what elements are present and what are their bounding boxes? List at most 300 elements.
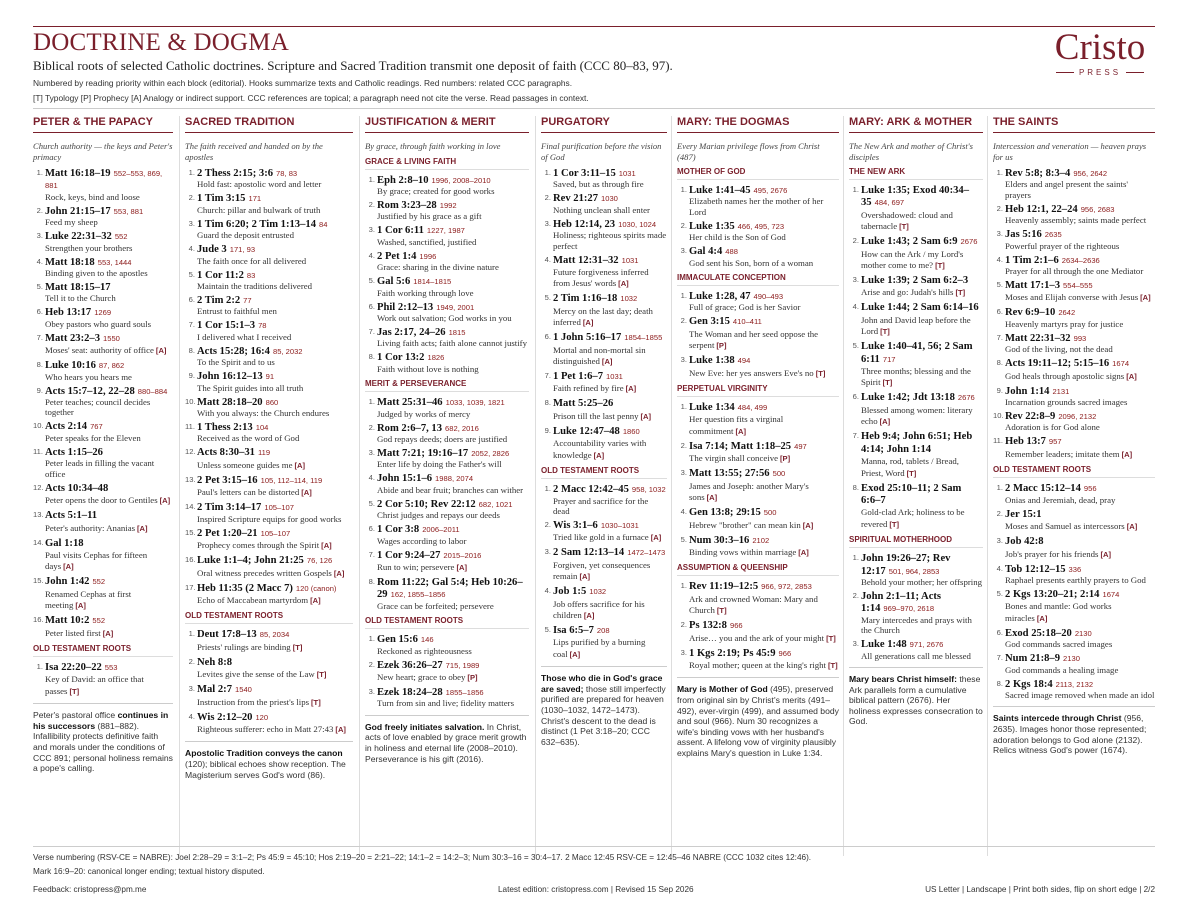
- legend-note: [T] Typology [P] Prophecy [A] Analogy or indirect support. CCC references are topical; a paragraph need not cite the verse. Read passages in context.: [33, 93, 589, 103]
- scripture-reference: 1 Cor 3:11–15: [553, 168, 616, 179]
- item-number: 1.: [680, 291, 687, 301]
- item-hook: Faith refined by fire: [553, 383, 624, 394]
- list-item: [33, 205, 173, 228]
- scripture-reference: Jer 15:1: [1005, 508, 1042, 520]
- item-number: 13.: [33, 510, 44, 520]
- reference-list: [541, 167, 667, 461]
- item-hook: Faith without love is nothing: [377, 363, 479, 374]
- column-1: [185, 116, 353, 856]
- item-number: 1.: [368, 634, 375, 644]
- scripture-reference: Ezek 36:26–27: [377, 659, 443, 671]
- item-hook: Arise and go: Judah's hills: [861, 287, 954, 298]
- item-number: 1.: [544, 168, 551, 177]
- column-heading: PETER & THE PAPACY: [33, 116, 173, 133]
- ccc-reference: 956, 2683: [1080, 204, 1115, 214]
- scripture-reference: Acts 8:30–31: [197, 447, 255, 459]
- reference-list: [677, 184, 839, 268]
- type-tag: [A]: [137, 523, 148, 533]
- ccc-reference: 2635: [1044, 230, 1062, 240]
- scripture-reference: Acts 19:11–12; 5:15–16: [1005, 358, 1110, 370]
- scripture-reference: Num 30:3–16: [689, 534, 750, 546]
- item-hook: Faith working through love: [377, 287, 474, 298]
- item-hook: Her question fits a virginal commitment: [689, 414, 784, 436]
- summary-text: those still imperfectly purified are prepared for heaven (1030–1032, 1472–1473). Christ's descent to the dead is distinct (1 Pet 3:18–20; CCC 632–635).: [541, 683, 666, 747]
- item-number: 12.: [185, 447, 196, 457]
- ccc-reference: 682, 1021: [478, 499, 513, 509]
- type-tag: [A]: [1126, 371, 1137, 381]
- reference-list: [365, 396, 529, 611]
- logo-word: Cristo: [1054, 27, 1146, 68]
- item-number: 3.: [680, 647, 687, 657]
- ccc-reference: 497: [794, 441, 807, 451]
- item-hook: Instruction from the priest's lips: [197, 696, 310, 707]
- item-hook: Full of grace; God is her Savior: [689, 302, 801, 313]
- ccc-reference: 1949, 2001: [436, 302, 475, 312]
- scripture-reference: Phil 2:12–13: [377, 301, 434, 313]
- item-number: 3.: [544, 218, 551, 228]
- scripture-reference: Luke 1:35: [689, 220, 735, 232]
- item-hook: Unless someone guides me: [197, 459, 293, 470]
- type-tag: [T]: [815, 368, 826, 378]
- ccc-reference: 490–493: [753, 292, 784, 302]
- item-hook: Grace can be forfeited; persevere: [377, 600, 494, 611]
- scripture-reference: Rev 22:8–9: [1005, 411, 1056, 423]
- item-hook: James and Joseph: another Mary's sons: [689, 480, 809, 503]
- item-number: 3.: [188, 684, 195, 694]
- section-heading: OLD TESTAMENT ROOTS: [185, 611, 353, 624]
- item-number: 7.: [996, 332, 1003, 342]
- item-hook: Enter life by doing the Father's will: [377, 459, 502, 470]
- scripture-reference: Rev 6:9–10: [1005, 307, 1056, 319]
- item-hook: Oral witness precedes written Gospels: [197, 567, 332, 578]
- ccc-reference: 957: [1048, 437, 1062, 447]
- item-number: 1.: [544, 484, 551, 494]
- item-number: 8.: [368, 577, 375, 586]
- item-number: 3.: [368, 447, 375, 457]
- list-item: [993, 167, 1155, 200]
- item-hook: Feed my sheep: [45, 217, 98, 228]
- item-number: 7.: [996, 653, 1003, 663]
- column-intro: Every Marian privilege flows from Christ (487): [677, 141, 820, 162]
- column-divider: [179, 116, 180, 856]
- type-tag: [A]: [1126, 522, 1138, 532]
- item-number: 8.: [544, 398, 551, 408]
- item-number: 1.: [36, 661, 43, 671]
- item-number: 2.: [368, 422, 375, 432]
- list-item: [541, 425, 667, 461]
- ccc-reference: 2096, 2132: [1058, 412, 1097, 422]
- item-number: 1.: [680, 581, 687, 591]
- type-tag: [A]: [601, 357, 613, 367]
- item-hook: Elizabeth names her the mother of her Lord: [689, 196, 824, 217]
- section-heading: MERIT & PERSEVERANCE: [365, 379, 529, 392]
- scripture-reference: Luke 1:38: [689, 355, 735, 367]
- item-number: 9.: [36, 385, 43, 395]
- list-item: [365, 351, 529, 374]
- item-hook: Tell it to the Church: [45, 293, 116, 304]
- scripture-reference: John 21:15–17: [45, 205, 111, 217]
- item-hook: Turn from sin and live; fidelity matters: [377, 698, 514, 709]
- scripture-reference: 1 Tim 2:1–6: [1005, 254, 1059, 266]
- list-item: [185, 683, 353, 708]
- scripture-reference: 2 Tim 1:16–18: [553, 293, 618, 305]
- ccc-reference: 78: [258, 321, 267, 331]
- ccc-reference: 495, 2676: [753, 186, 788, 195]
- scripture-reference: Acts 15:28; 16:4: [197, 345, 270, 357]
- item-hook: Raphael presents earthly prayers to God: [1005, 574, 1146, 585]
- item-number: 1.: [852, 185, 859, 194]
- scripture-reference: Matt 10:2: [45, 615, 90, 627]
- reference-list: [33, 167, 173, 639]
- ccc-reference: 956, 2642: [1073, 169, 1108, 178]
- item-hook: Sacred image removed when made an idol: [1005, 689, 1155, 700]
- list-item: [185, 294, 353, 317]
- scripture-reference: Gen 13:8; 29:15: [689, 507, 761, 519]
- type-tag: [A]: [1121, 449, 1133, 459]
- ccc-reference: 1030: [601, 194, 618, 204]
- ccc-reference: 1032: [589, 587, 607, 597]
- item-hook: Binding vows within marriage: [689, 546, 797, 557]
- item-hook: New Eve: her yes answers Eve's no: [689, 367, 814, 378]
- item-hook: Gold-clad Ark; holiness to be revered: [861, 507, 965, 529]
- ccc-reference: 969–970, 2618: [883, 604, 935, 614]
- scripture-reference: 1 Kgs 2:19; Ps 45:9: [689, 647, 776, 659]
- item-number: 3.: [996, 536, 1003, 546]
- type-tag: [A]: [102, 628, 114, 638]
- ccc-reference: 860: [265, 397, 279, 407]
- item-hook: Binding given to the apostles: [45, 268, 148, 279]
- ccc-reference: 84: [319, 219, 328, 229]
- scripture-reference: Neh 8:8: [197, 656, 233, 668]
- item-hook: Saved, but as through fire: [553, 179, 644, 190]
- scripture-reference: Tob 12:12–15: [1005, 563, 1066, 575]
- type-tag: [T]: [826, 633, 836, 643]
- reference-list: [33, 661, 173, 697]
- ccc-reference: 966: [778, 648, 792, 658]
- ccc-reference: 1031: [621, 255, 639, 265]
- scripture-reference: Matt 12:31–32: [553, 254, 619, 266]
- list-item: [677, 580, 839, 616]
- item-hook: Hebrew "brother" can mean kin: [689, 519, 801, 530]
- item-hook: Who hears you hears me: [45, 371, 132, 382]
- scripture-reference: 1 Thess 2:13: [197, 422, 253, 434]
- item-hook: Heavenly martyrs pray for justice: [1005, 318, 1124, 329]
- item-number: 2.: [368, 659, 375, 669]
- ccc-reference: 2634–2636: [1061, 255, 1100, 265]
- list-item: [33, 230, 173, 253]
- scripture-reference: 1 Tim 3:15: [197, 193, 246, 205]
- scripture-reference: Acts 1:15–26: [45, 446, 103, 458]
- list-item: [365, 659, 529, 684]
- ccc-reference: 2015–2016: [443, 550, 482, 560]
- scripture-reference: Luke 1:1–4; John 21:25: [197, 555, 304, 567]
- type-tag: [T]: [899, 222, 909, 232]
- column-heading: JUSTIFICATION & MERIT: [365, 116, 529, 133]
- item-number: 1.: [996, 483, 1003, 493]
- item-hook: Ark and crowned Woman: Mary and Church: [689, 593, 818, 616]
- item-hook: Accountability varies with knowledge: [553, 438, 647, 460]
- list-item: [541, 167, 667, 190]
- item-hook: Levites give the sense of the Law: [197, 669, 315, 680]
- scripture-reference: 2 Pet 1:20–21: [197, 527, 258, 539]
- column-summary: [849, 667, 983, 727]
- section-heading: THE NEW ARK: [849, 167, 983, 180]
- list-item: [185, 474, 353, 499]
- item-number: 2.: [852, 590, 859, 600]
- ccc-reference: 1854–1855: [624, 333, 663, 343]
- ccc-reference: 552: [92, 616, 106, 626]
- list-item: [365, 275, 529, 298]
- item-number: 2.: [368, 199, 375, 209]
- ccc-reference: 956: [1083, 484, 1097, 494]
- ccc-reference: 2130: [1074, 628, 1092, 638]
- item-number: 7.: [852, 431, 859, 441]
- scripture-reference: Matt 23:2–3: [45, 332, 101, 344]
- type-tag: [A]: [879, 417, 891, 427]
- column-3: [541, 116, 667, 856]
- list-item: [185, 501, 353, 524]
- list-item: [185, 218, 353, 241]
- list-item: [849, 590, 983, 636]
- item-number: 5.: [996, 588, 1003, 598]
- item-number: 11.: [33, 446, 43, 456]
- scripture-reference: Isa 22:20–22: [45, 661, 102, 673]
- section-heading: OLD TESTAMENT ROOTS: [541, 466, 667, 479]
- column-4: [677, 116, 839, 856]
- item-hook: Bones and mantle: God works miracles: [1005, 601, 1112, 623]
- scripture-reference: Acts 15:7–12, 22–28: [45, 385, 135, 397]
- scripture-reference: John 1:42: [45, 576, 90, 588]
- item-hook: Moses and Samuel as intercessors: [1005, 521, 1125, 532]
- item-hook: Peter leads in filling the vacant office: [45, 458, 155, 479]
- scripture-reference: Rev 21:27: [553, 193, 599, 205]
- list-item: [185, 656, 353, 681]
- type-tag: [T]: [955, 288, 966, 298]
- type-tag: [A]: [650, 533, 662, 543]
- item-hook: How can the Ark / my Lord's mother come to me?: [861, 248, 964, 271]
- section-heading: OLD TESTAMENT ROOTS: [33, 644, 173, 657]
- type-tag: [A]: [294, 460, 306, 470]
- item-number: 5.: [36, 282, 43, 292]
- column-heading: MARY: THE DOGMAS: [677, 116, 839, 133]
- ccc-reference: 466, 495, 723: [737, 221, 785, 231]
- item-hook: Guard the deposit entrusted: [197, 230, 294, 241]
- ccc-reference: 85, 2034: [259, 630, 290, 640]
- item-number: 6.: [852, 392, 859, 402]
- scripture-reference: Matt 16:18–19: [45, 168, 111, 179]
- list-item: [33, 332, 173, 357]
- scripture-reference: Acts 5:1–11: [45, 510, 98, 522]
- scripture-reference: Luke 1:42; Jdt 13:18: [861, 392, 955, 404]
- item-hook: God commands a healing image: [1005, 664, 1119, 675]
- type-tag: [P]: [780, 454, 791, 464]
- scripture-reference: Luke 1:43; 2 Sam 6:9: [861, 236, 958, 248]
- item-number: 4.: [680, 507, 687, 517]
- ccc-reference: 1826: [427, 353, 445, 363]
- list-item: [993, 228, 1155, 251]
- item-hook: Overshadowed: cloud and tabernacle: [861, 209, 953, 232]
- ccc-reference: 1030, 1024: [618, 219, 657, 229]
- item-number: 1.: [680, 185, 687, 194]
- summary-emphasis: Mary is Mother of God: [677, 684, 768, 695]
- list-item: [993, 357, 1155, 382]
- section-heading: IMMACULATE CONCEPTION: [677, 273, 839, 286]
- item-number: 2.: [680, 620, 687, 630]
- section-heading: OLD TESTAMENT ROOTS: [365, 616, 529, 629]
- column-2: [365, 116, 529, 856]
- item-number: 7.: [544, 371, 551, 381]
- scripture-reference: Acts 10:34–48: [45, 482, 109, 494]
- ccc-reference: 105–107: [264, 503, 294, 513]
- ccc-reference: 1472–1473: [627, 548, 666, 558]
- item-hook: Abide and bear fruit; branches can wither: [377, 484, 524, 495]
- item-hook: Remember leaders; imitate them: [1005, 448, 1120, 459]
- scripture-reference: Luke 1:39; 2 Sam 6:2–3: [861, 275, 969, 287]
- item-hook: Reckoned as righteousness: [377, 645, 472, 656]
- list-item: [677, 619, 839, 644]
- ccc-reference: 553, 881: [113, 206, 144, 216]
- scripture-reference: Exod 25:10–11; 2 Sam 6:6–7: [861, 482, 962, 506]
- type-tag: [A]: [706, 493, 718, 503]
- ccc-reference: 119: [257, 448, 271, 458]
- list-item: [365, 224, 529, 247]
- list-item: [365, 472, 529, 495]
- ccc-reference: 1540: [235, 685, 252, 695]
- ccc-reference: 2130: [1063, 654, 1080, 664]
- ccc-reference: 171, 93: [229, 245, 256, 255]
- item-hook: Prayer for all through the one Mediator: [1005, 266, 1144, 277]
- type-tag: [A]: [618, 279, 629, 289]
- scripture-reference: Acts 2:14: [45, 421, 88, 433]
- item-number: 6.: [368, 301, 375, 311]
- list-item: [541, 397, 667, 422]
- item-number: 15.: [33, 576, 44, 586]
- mark-ending-note: Mark 16:9–20: canonical longer ending; textual history disputed.: [33, 867, 265, 876]
- list-item: [185, 446, 353, 471]
- list-item: [993, 563, 1155, 586]
- list-item: [849, 391, 983, 427]
- scripture-reference: 2 Cor 5:10; Rev 22:12: [377, 498, 476, 510]
- ccc-reference: 552: [114, 232, 128, 242]
- scripture-reference: John 1:14: [1005, 385, 1050, 397]
- list-item: [849, 482, 983, 531]
- ccc-reference: 104: [255, 423, 269, 433]
- ccc-reference: 500: [763, 508, 777, 518]
- item-number: 7.: [188, 320, 195, 330]
- item-hook: With you always: the Church endures: [197, 408, 330, 419]
- list-item: [541, 370, 667, 395]
- type-tag: [A]: [593, 450, 605, 460]
- item-hook: The faith once for all delivered: [197, 255, 307, 266]
- ccc-reference: 171: [248, 194, 262, 204]
- list-item: [365, 686, 529, 709]
- item-number: 1.: [852, 553, 859, 563]
- type-tag: [A]: [321, 541, 332, 551]
- item-number: 2.: [188, 193, 195, 203]
- scripture-reference: 2 Tim 2:2: [197, 295, 241, 307]
- list-item: [849, 301, 983, 337]
- list-item: [541, 546, 667, 582]
- ccc-reference: 2052, 2826: [471, 448, 510, 458]
- scripture-reference: 2 Kgs 18:4: [1005, 678, 1053, 690]
- scripture-reference: 1 Cor 13:2: [377, 352, 425, 364]
- type-tag: [A]: [456, 563, 467, 572]
- scripture-reference: Luke 12:47–48: [553, 425, 620, 437]
- scripture-reference: Gal 1:18: [45, 537, 84, 549]
- summary-text: these Ark parallels form a cumulative biblical pattern (2676). Her holiness expresses consecration to God.: [849, 673, 983, 727]
- ccc-reference: 958, 1032: [631, 485, 666, 495]
- ccc-reference: 1996, 2008–2010: [431, 175, 491, 185]
- list-item: [993, 279, 1155, 304]
- item-number: 10.: [33, 421, 44, 431]
- reference-list: [677, 580, 839, 671]
- type-tag: [T]: [69, 686, 80, 696]
- ccc-reference: 1674: [1112, 359, 1130, 369]
- item-number: 3.: [680, 355, 687, 365]
- column-divider: [359, 116, 360, 856]
- list-item: [365, 250, 529, 273]
- ccc-reference: 76, 126: [306, 556, 333, 566]
- list-item: [849, 184, 983, 233]
- type-tag: [P]: [467, 673, 478, 683]
- ccc-reference: 410–411: [732, 317, 762, 327]
- scripture-reference: Jas 2:17, 24–26: [377, 326, 446, 338]
- item-number: 3.: [36, 231, 43, 241]
- column-intro: Church authority — the keys and Peter's primacy: [33, 141, 173, 162]
- item-hook: Job offers sacrifice for his children: [553, 598, 645, 620]
- reference-list: [993, 167, 1155, 460]
- list-item: [677, 647, 839, 672]
- item-number: 5.: [368, 498, 375, 508]
- list-item: [365, 422, 529, 445]
- list-item: [33, 537, 173, 573]
- scripture-reference: Rom 11:22; Gal 5:4; Heb 10:26–29: [377, 577, 523, 601]
- item-number: 3.: [188, 218, 195, 228]
- list-item: [677, 220, 839, 243]
- ccc-reference: 1550: [103, 333, 120, 343]
- summary-emphasis: Mary bears Christ himself:: [849, 673, 957, 684]
- list-item: [993, 306, 1155, 329]
- list-item: [185, 554, 353, 579]
- item-hook: Key of David: an office that passes: [45, 674, 144, 696]
- type-tag: [A]: [569, 649, 581, 659]
- item-hook: Blessed among women: literary echo: [861, 404, 973, 427]
- item-number: 1.: [996, 168, 1003, 177]
- item-number: 7.: [368, 326, 375, 336]
- item-number: 4.: [368, 473, 375, 483]
- item-hook: Peter speaks for the Eleven: [45, 432, 141, 443]
- type-tag: [A]: [75, 601, 86, 611]
- item-number: 3.: [852, 275, 859, 285]
- item-number: 9.: [996, 385, 1003, 395]
- list-item: [677, 506, 839, 531]
- list-item: [993, 332, 1155, 355]
- scripture-reference: Rev 11:19–12:5: [689, 581, 759, 593]
- column-intro: The New Ark and mother of Christ's disciples: [849, 141, 973, 162]
- column-heading: MARY: ARK & MOTHER: [849, 116, 983, 133]
- item-hook: The virgin shall conceive: [689, 453, 778, 464]
- ccc-reference: 2006–2011: [422, 525, 460, 535]
- item-hook: Adoration is for God alone: [1005, 422, 1100, 433]
- list-item: [993, 652, 1155, 675]
- scripture-reference: 2 Macc 12:42–45: [553, 484, 629, 496]
- summary-text: (956, 2635). Images honor those represented; adoration belongs to God alone (2132). Relics witness God's power (1674).: [993, 713, 1147, 756]
- scripture-reference: 1 Cor 11:2: [197, 269, 244, 281]
- summary-text: (120); biblical echoes show reception. The Magisterium serves God's word (86).: [185, 758, 346, 780]
- logo-sub: [1045, 68, 1155, 77]
- scripture-reference: Ps 132:8: [689, 620, 727, 632]
- item-number: 3.: [852, 639, 859, 649]
